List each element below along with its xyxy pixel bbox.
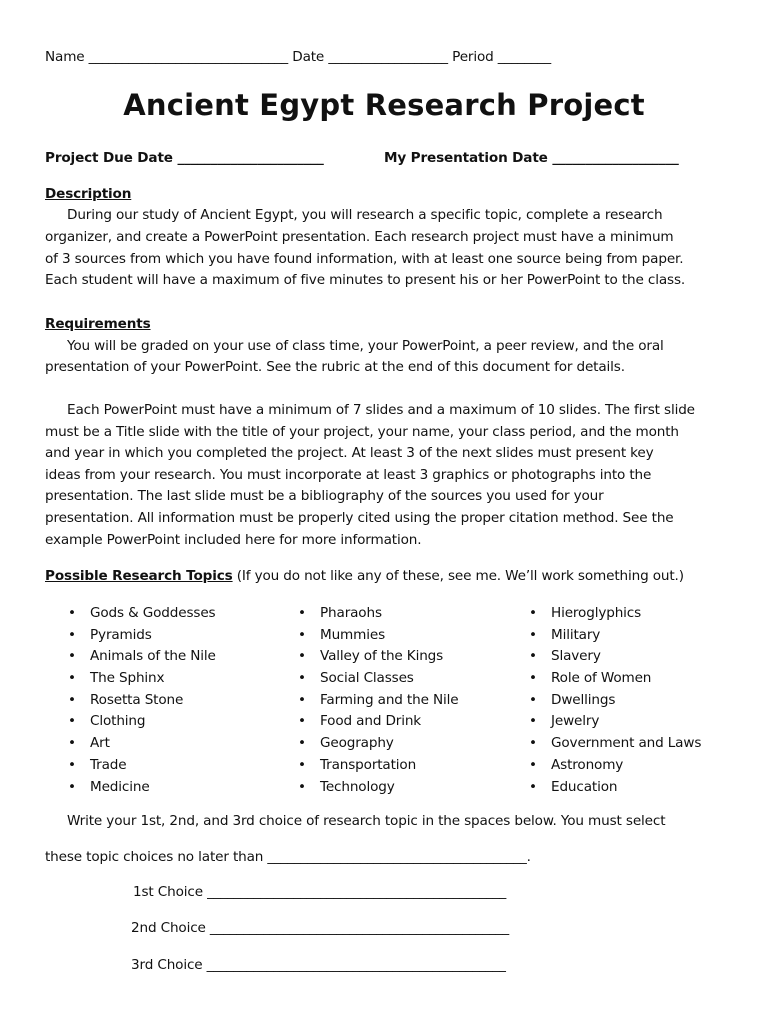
topic-item: • Gods & Goddesses bbox=[90, 603, 216, 625]
topics-column-1 bbox=[90, 603, 216, 798]
topics-heading-row bbox=[45, 568, 684, 584]
topic-item: • Animals of the Nile bbox=[90, 646, 216, 668]
description-line: of 3 sources from which you have found information, with at least one source being from paper. bbox=[45, 251, 684, 267]
requirements-heading: Requirements bbox=[45, 316, 151, 332]
topic-item: • Slavery bbox=[551, 646, 701, 668]
project-due-date-line: Project Due Date ______________________ bbox=[45, 150, 324, 166]
requirements-line: presentation. All information must be properly cited using the proper citation method. See the bbox=[45, 510, 674, 526]
description-heading: Description bbox=[45, 186, 132, 202]
description-line: Each student will have a maximum of five minutes to present his or her PowerPoint to the class. bbox=[45, 272, 686, 288]
choices-deadline-line: these topic choices no later than _______________________________________. bbox=[45, 849, 531, 865]
name-date-period-line: Name ______________________________ Date __________________ Period ________ bbox=[45, 49, 551, 65]
topic-item: • Education bbox=[551, 777, 701, 799]
topic-item: • The Sphinx bbox=[90, 668, 216, 690]
topic-item: • Rosetta Stone bbox=[90, 690, 216, 712]
topic-item: • Hieroglyphics bbox=[551, 603, 701, 625]
third-choice-line: 3rd Choice _____________________________________________ bbox=[131, 957, 506, 973]
topic-item: • Food and Drink bbox=[320, 711, 458, 733]
requirements-line: and year in which you completed the project. At least 3 of the next slides must present key bbox=[45, 445, 654, 461]
topic-item: • Role of Women bbox=[551, 668, 701, 690]
topic-item: • Farming and the Nile bbox=[320, 690, 458, 712]
requirements-line: presentation. The last slide must be a bibliography of the sources you used for your bbox=[45, 488, 604, 504]
requirements-line: must be a Title slide with the title of your project, your name, your class period, and the month bbox=[45, 424, 679, 440]
topics-column-2 bbox=[320, 603, 458, 798]
topic-item: • Technology bbox=[320, 777, 458, 799]
topics-list bbox=[0, 603, 768, 803]
page-title: Ancient Egypt Research Project bbox=[123, 88, 645, 122]
topics-note: (If you do not like any of these, see me. We’ll work something out.) bbox=[232, 568, 684, 584]
topic-item: • Art bbox=[90, 733, 216, 755]
topic-item: • Dwellings bbox=[551, 690, 701, 712]
topics-column-3 bbox=[551, 603, 701, 798]
topic-item: • Valley of the Kings bbox=[320, 646, 458, 668]
topic-item: • Clothing bbox=[90, 711, 216, 733]
topics-heading: Possible Research Topics bbox=[45, 568, 233, 584]
topic-item: • Pharaohs bbox=[320, 603, 458, 625]
description-line: organizer, and create a PowerPoint presentation. Each research project must have a minimum bbox=[45, 229, 674, 245]
topic-item: • Mummies bbox=[320, 625, 458, 647]
topic-item: • Trade bbox=[90, 755, 216, 777]
topic-item: • Social Classes bbox=[320, 668, 458, 690]
choices-intro-line: Write your 1st, 2nd, and 3rd choice of research topic in the spaces below. You must select bbox=[67, 813, 666, 829]
requirements-line: You will be graded on your use of class time, your PowerPoint, a peer review, and the oral bbox=[67, 338, 664, 354]
presentation-date-line: My Presentation Date ___________________ bbox=[384, 150, 679, 166]
topic-item: • Jewelry bbox=[551, 711, 701, 733]
requirements-line: example PowerPoint included here for more information. bbox=[45, 532, 422, 548]
topic-item: • Astronomy bbox=[551, 755, 701, 777]
topic-item: • Military bbox=[551, 625, 701, 647]
second-choice-line: 2nd Choice _____________________________________________ bbox=[131, 920, 510, 936]
first-choice-line: 1st Choice _____________________________________________ bbox=[133, 884, 507, 900]
topic-item: • Medicine bbox=[90, 777, 216, 799]
requirements-line: presentation of your PowerPoint. See the rubric at the end of this document for details. bbox=[45, 359, 625, 375]
description-line: During our study of Ancient Egypt, you will research a specific topic, complete a research bbox=[67, 207, 663, 223]
requirements-line: Each PowerPoint must have a minimum of 7 slides and a maximum of 10 slides. The first slide bbox=[67, 402, 695, 418]
topic-item: • Geography bbox=[320, 733, 458, 755]
requirements-line: ideas from your research. You must incorporate at least 3 graphics or photographs into the bbox=[45, 467, 652, 483]
topic-item: • Pyramids bbox=[90, 625, 216, 647]
topic-item: • Transportation bbox=[320, 755, 458, 777]
topic-item: • Government and Laws bbox=[551, 733, 701, 755]
